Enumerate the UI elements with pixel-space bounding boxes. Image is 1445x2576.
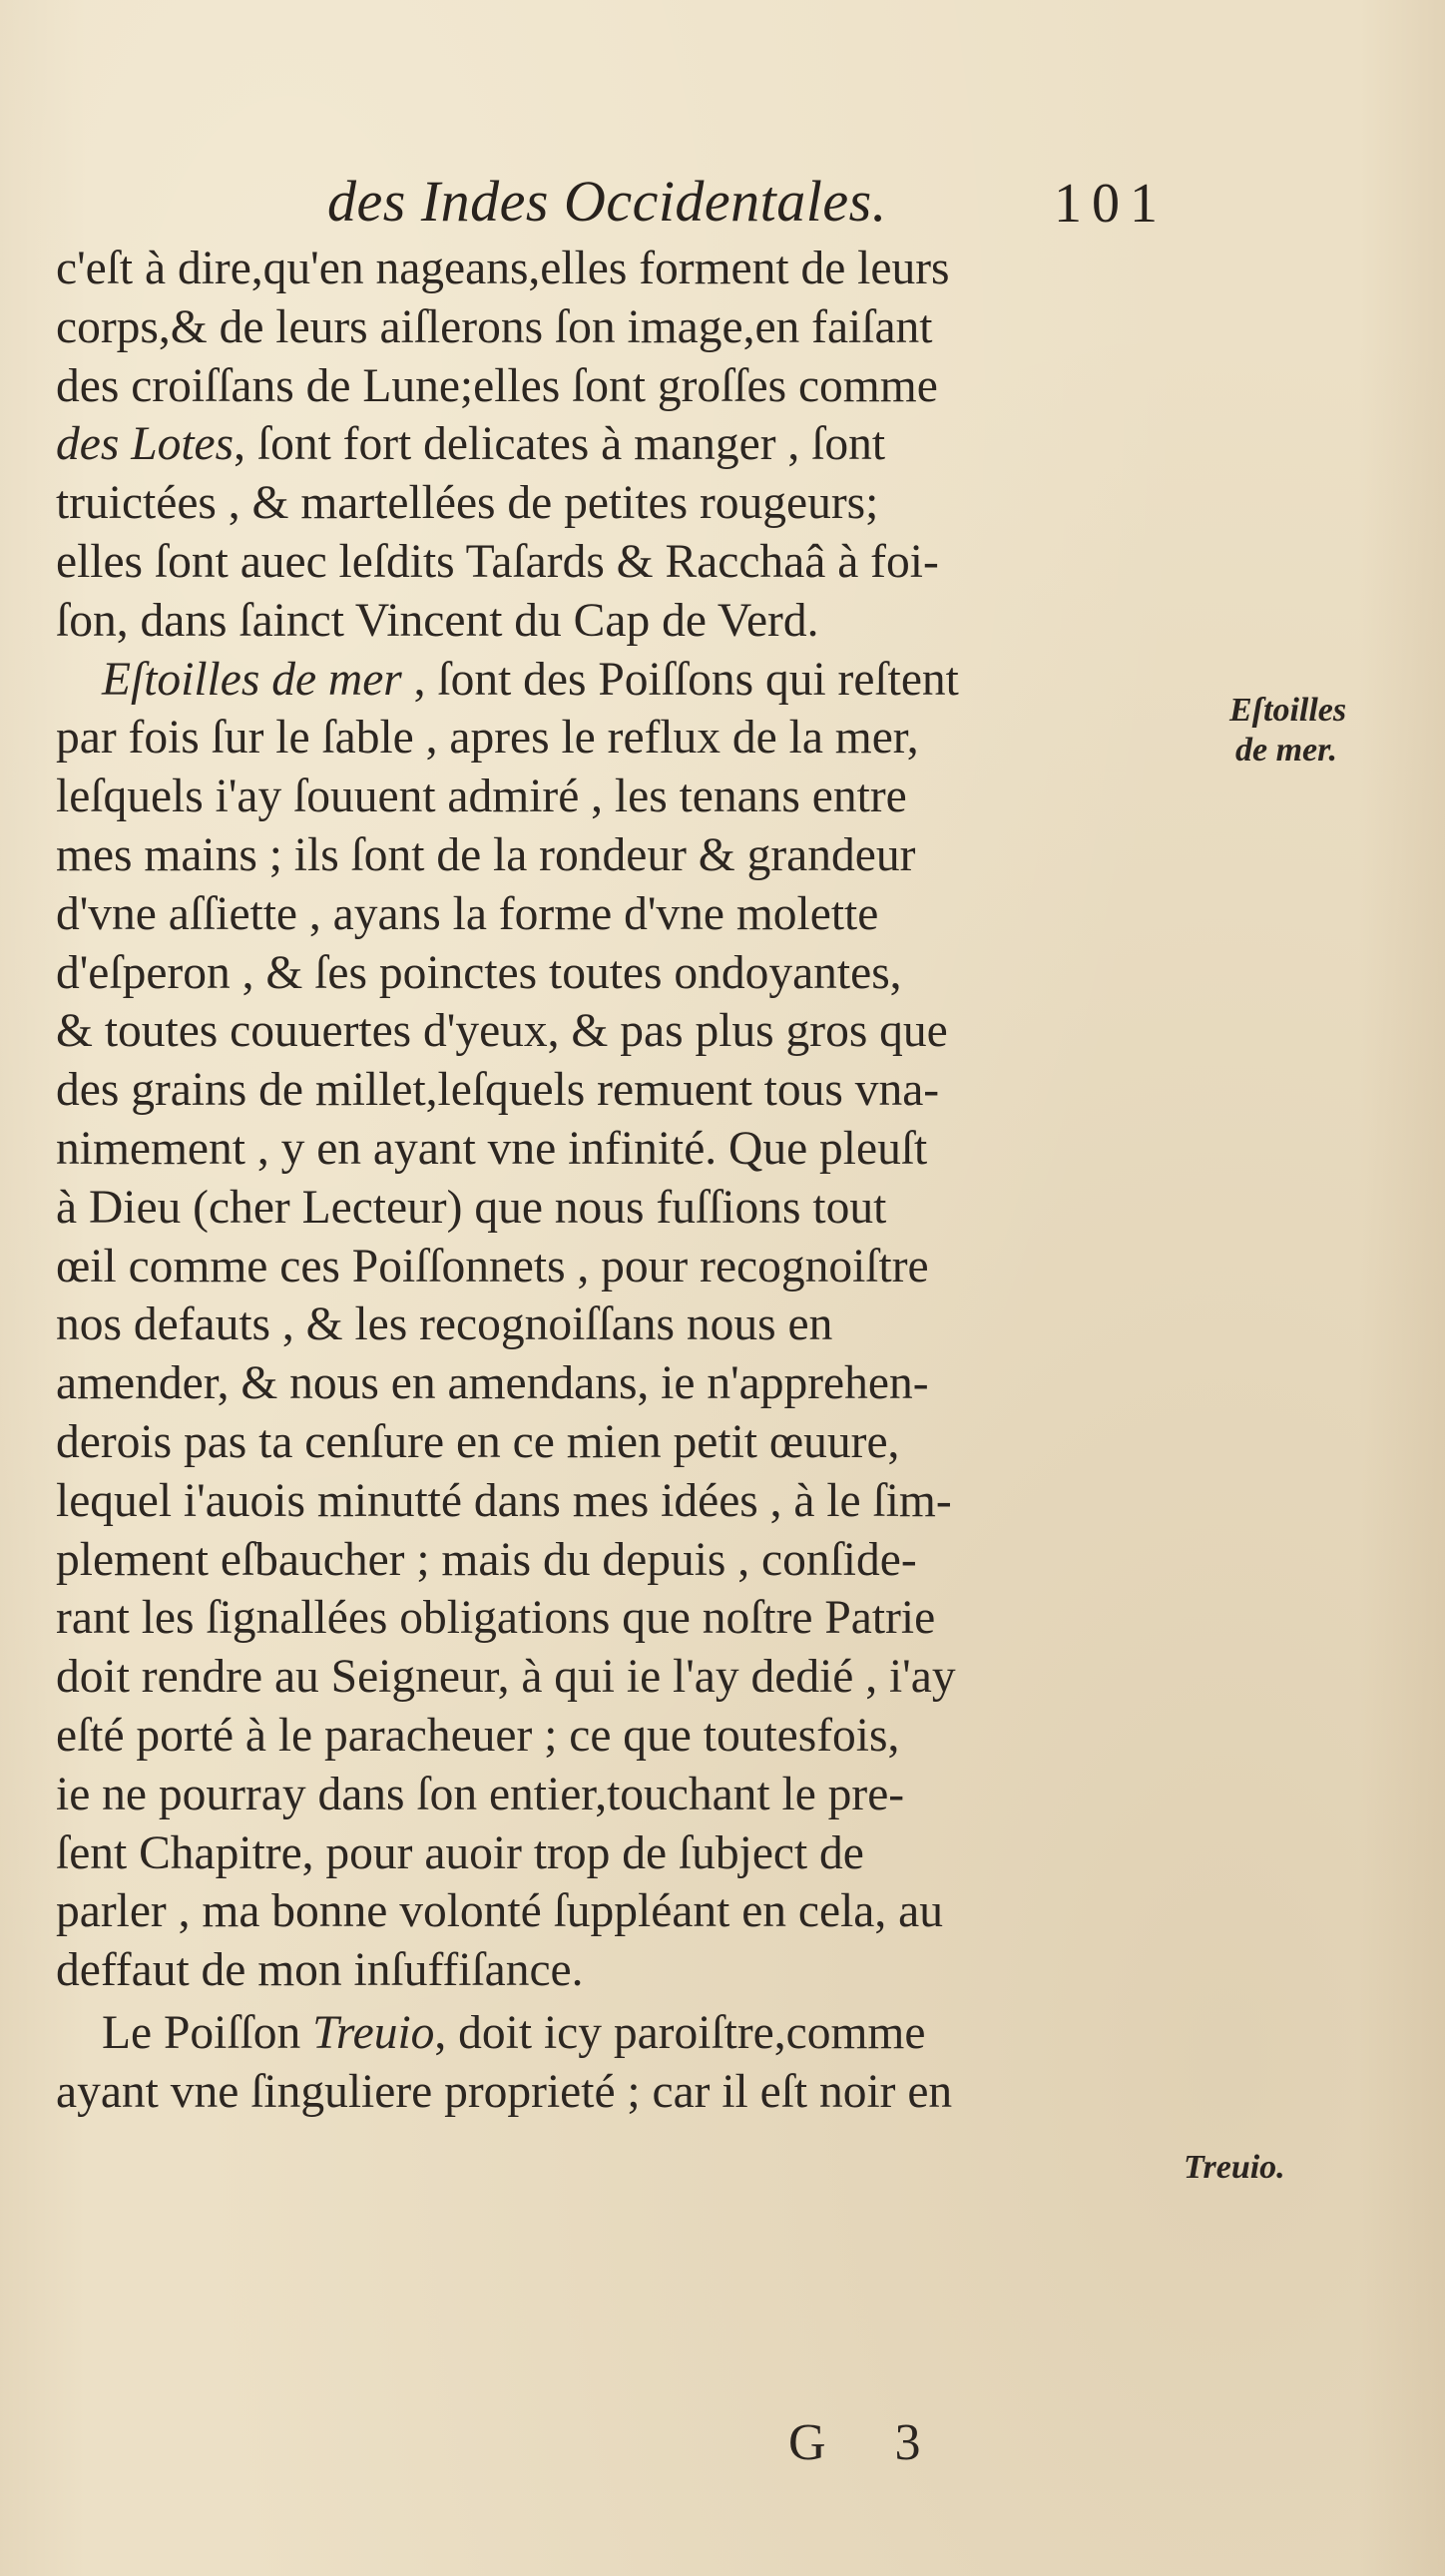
marginal-note (1184, 2148, 1285, 2188)
text-line: d'eſperon , & ſes poinctes toutes ondoyantes, (56, 946, 902, 999)
marginal-note-line: Treuio. (1184, 2149, 1285, 2186)
text-line: deffaut de mon inſuffiſance. (56, 1944, 584, 1997)
running-title: des Indes Occidentales. (327, 169, 887, 234)
italic-term: Treuio (312, 2006, 435, 2059)
text-line: plement eſbaucher ; mais du depuis , conſide- (56, 1533, 917, 1586)
text-line: œil comme ces Poiſſonnets , pour recognoiſtre (56, 1240, 929, 1292)
text-line: truictées , & martellées de petites rougeurs; (56, 477, 879, 530)
text-line: ſon, dans ſainct Vincent du Cap de Verd. (56, 594, 819, 647)
marginal-note (1229, 691, 1346, 771)
text-line: leſquels i'ay ſouuent admiré , les tenans entre (56, 771, 907, 823)
paragraph-start-line (56, 2004, 1194, 2063)
body-text (56, 240, 1194, 2122)
text-line: parler , ma bonne volonté ſuppléant en cela, au (56, 1885, 943, 1938)
text-line: elles ſont auec leſdits Taſards & Racchaâ à foi- (56, 535, 939, 588)
text-line: ayant vne ſinguliere proprieté ; car il eſt noir en (56, 2065, 953, 2118)
text-line: des croiſſans de Lune;elles ſont groſſes comme (56, 359, 938, 412)
text-line: ſent Chapitre, pour auoir trop de ſubject de (56, 1826, 864, 1879)
text-line: derois pas ta cenſure en ce mien petit œuure, (56, 1415, 900, 1468)
text-line (56, 415, 1194, 474)
text-line: amender, & nous en amendans, ie n'apprehen- (56, 1357, 929, 1410)
text-line: c'eſt à dire,qu'en nageans,elles forment de leurs (56, 243, 950, 294)
text-line: doit rendre au Seigneur, à qui ie l'ay dedié , i'ay (56, 1651, 956, 1704)
text-line: par fois ſur le ſable , apres le reflux de la mer, (56, 712, 919, 765)
italic-term: des Lotes (56, 418, 235, 471)
marginal-note-line: de mer. (1235, 732, 1337, 769)
text-line: d'vne aſſiette , ayans la forme d'vne molette (56, 887, 879, 940)
text-line: rant les ſignallées obligations que noſtre Patrie (56, 1592, 936, 1645)
paragraph-start-line (56, 651, 1194, 710)
running-head (60, 168, 1168, 238)
line-text: Le Poiſſon (102, 2006, 313, 2059)
text-line: eſté porté à le paracheuer ; ce que toutesfois, (56, 1709, 900, 1762)
text-line: des grains de millet,leſquels remuent tous vna- (56, 1064, 940, 1117)
text-line: mes mains ; ils ſont de la rondeur & grandeur (56, 828, 916, 881)
line-text: , ſont fort delicates à manger , ſont (234, 418, 886, 471)
text-line: ie ne pourray dans ſon entier,touchant le pre- (56, 1768, 905, 1820)
signature-mark: G 3 (788, 2414, 949, 2471)
marginal-note-line: Eſtoilles (1229, 692, 1347, 729)
text-line: corps,& de leurs aiſlerons ſon image,en faiſant (56, 300, 933, 353)
text-line: nimement , y en ayant vne infinité. Que pleuſt (56, 1122, 928, 1175)
page-number: 101 (1054, 173, 1168, 235)
line-text: , ſont des Poiſſons qui reſtent (401, 653, 959, 706)
line-text: , doit icy paroiſtre,comme (434, 2006, 926, 2059)
italic-term: Eſtoilles de mer (102, 653, 402, 706)
text-line: nos defauts , & les recognoiſſans nous en (56, 1298, 833, 1351)
text-line: & toutes couuertes d'yeux, & pas plus gros que (56, 1005, 948, 1058)
text-line: lequel i'auois minutté dans mes idées , à le ſim- (56, 1474, 952, 1527)
text-line: à Dieu (cher Lecteur) que nous fuſſions tout (56, 1181, 887, 1234)
